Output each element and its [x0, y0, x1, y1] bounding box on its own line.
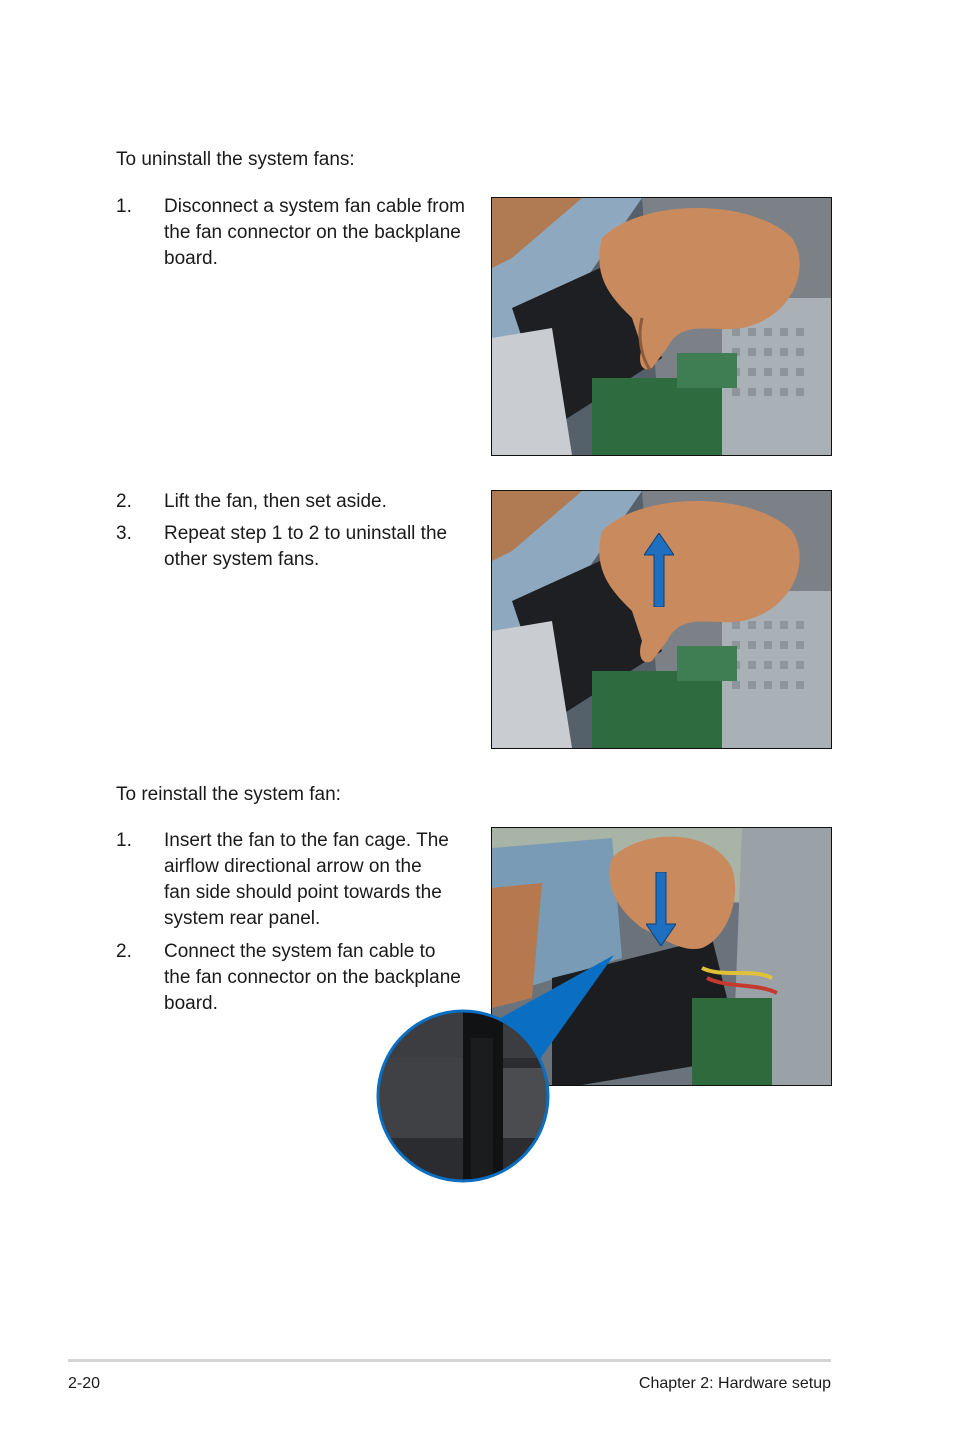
uninstall-step-1-number: 1. — [116, 196, 132, 217]
reinstall-step-2-line-1: Connect the system fan cable to — [164, 941, 436, 962]
reinstall-step-2-number: 2. — [116, 941, 132, 962]
arrow-down-icon — [646, 872, 676, 946]
uninstall-step-1-line-3: board. — [164, 248, 218, 269]
reinstall-heading: To reinstall the system fan: — [116, 784, 341, 805]
uninstall-step-2-line-1: Lift the fan, then set aside. — [164, 491, 387, 512]
uninstall-step-3-number: 3. — [116, 523, 132, 544]
reinstall-step-1-line-1: Insert the fan to the fan cage. The — [164, 830, 449, 851]
photo-lift-fan — [491, 490, 832, 749]
reinstall-step-2-line-3: board. — [164, 993, 218, 1014]
inset-airflow-arrow-closeup — [375, 1008, 551, 1184]
uninstall-step-3-line-1: Repeat step 1 to 2 to uninstall the — [164, 523, 448, 544]
reinstall-step-1-line-3: fan side should point towards the — [164, 882, 442, 903]
reinstall-step-1-line-2: airflow directional arrow on the — [164, 856, 422, 877]
arrow-up-icon — [644, 533, 674, 607]
reinstall-step-2-line-2: the fan connector on the backplane — [164, 967, 461, 988]
uninstall-step-1-line-2: the fan connector on the backplane — [164, 222, 461, 243]
page-number: 2-20 — [68, 1375, 101, 1392]
reinstall-step-1-line-4: system rear panel. — [164, 908, 321, 929]
uninstall-step-2-number: 2. — [116, 491, 132, 512]
uninstall-step-1-line-1: Disconnect a system fan cable from — [164, 196, 465, 217]
chapter-title: Chapter 2: Hardware setup — [638, 1375, 831, 1392]
footer-divider — [68, 1359, 831, 1362]
uninstall-step-3-line-2: other system fans. — [164, 549, 320, 570]
photo-disconnect-fan-cable — [491, 197, 832, 456]
uninstall-heading: To uninstall the system fans: — [116, 149, 355, 170]
reinstall-step-1-number: 1. — [116, 830, 132, 851]
